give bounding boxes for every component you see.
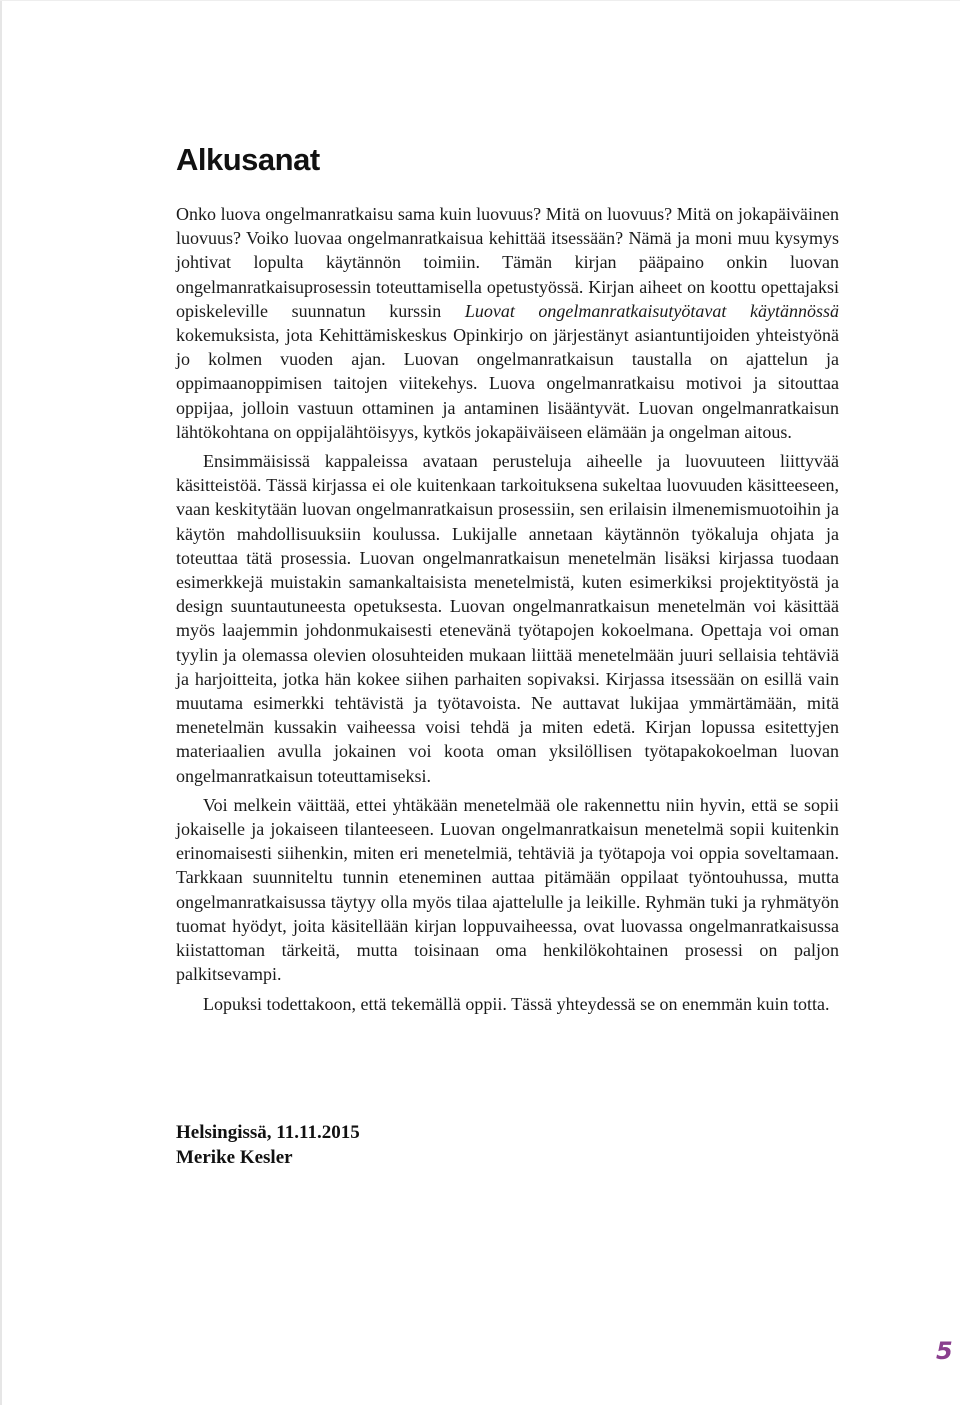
- page-top-edge: [0, 0, 960, 1]
- paragraph-1-after: kokemuksista, jota Kehittämiskeskus Opinkirjo on järjestänyt asiantuntijoiden yhteistyönä jo kolmen vuoden ajan. Luovan ongelmanratkaisun taustalla on ajattelun ja oppimaanoppimisen taitojen viitekehys. Luova ongelmanratkaisu motivoi ja sitouttaa oppijaa, jolloin vastuun ottaminen ja antaminen lisääntyvät. Luovan ongelmanratkaisun lähtökohtana on oppijalähtöisyys, kytkös jokapäiväiseen elämään ja ongelman aitous.: [176, 325, 839, 442]
- page-left-edge: [0, 0, 2, 1405]
- paragraph-3: Voi melkein väittää, ettei yhtäkään menetelmää ole rakennettu niin hyvin, että se sopii jokaiselle ja jokaiseen tilanteeseen. Luovan ongelmanratkaisun menetelmä sopii kuitenkin erinomaisesti siihenkin, miten eri menetelmiä, tehtäviä ja työtapoja voi oppia soveltamaan. Tarkkaan suunniteltu tunnin eteneminen auttaa pitämään oppilaat työntouhussa, mutta ongelmanratkaisussa täytyy olla myös tilaa ajattelulle ja leikille. Ryhmän tuki ja ryhmätyön tuomat hyödyt, joita käsitellään kirjan loppuvaiheessa, ovat luovassa ongelmanratkaisussa kiistattoman tärkeitä, mutta toisinaan oma henkilökohtainen prosessi on paljon palkitsevampi.: [176, 794, 839, 985]
- page-number: 5: [936, 1337, 953, 1365]
- paragraph-2: Ensimmäisissä kappaleissa avataan perusteluja aiheelle ja luovuuteen liittyvää käsitteistöä. Tässä kirjassa ei ole kuitenkaan tarkoituksena sukeltaa luovuuden käsitteeseen, vaan keskitytään luovan ongelmanratkaisun prosessiin, sen erilaisin ilmenemismuotoihin ja käytön mahdollisuuksiin koulussa. Lukijalle annetaan käytännön työkaluja ohjata ja toteuttaa tätä prosessia. Luovan ongelmanratkaisun menetelmän lisäksi kirjassa tuodaan esimerkkejä muistakin samankaltaisista menetelmistä, kuten esimerkiksi projektityöstä ja design suuntautuneesta opetuksesta. Luovan ongelmanratkaisun menetelmän voi käsittää myös laajemmin johdonmukaisesti etenevänä työtapojen kokoelmana. Opettaja voi oman tyylin ja olemassa olevien olosuhteiden mukaan liittää menetelmään juuri sellaisia tehtäviä ja harjoitteita, jotka hän kokee siihen parhaiten sopivaksi. Kirjassa itsessään on esillä vain muutama esimerkki tehtävistä ja työtavoista. Ne auttavat lukijaa ymmärtämään, mitä menetelmän kussakin vaiheessa voisi tehdä ja miten edetä. Kirjan lopussa esitettyjen materiaalien avulla jokainen voi koota oman yksilöllisen työtapakokoelman luovan ongelmanratkaisun toteuttamiseksi.: [176, 451, 839, 786]
- paragraph-4: Lopuksi todettakoon, että tekemällä oppii. Tässä yhteydessä se on enemmän kuin totta.: [203, 993, 830, 1014]
- signature-block: [176, 1120, 360, 1170]
- paragraph-1: [176, 202, 839, 444]
- signature-author: Merike Kesler: [176, 1147, 293, 1168]
- page-title: Alkusanat: [176, 142, 320, 177]
- paragraph-1-before: Onko luova ongelmanratkaisu sama kuin luovuus? Mitä on luovuus? Mitä on jokapäiväinen luovuus? Voiko luovaa ongelmanratkaisua kehittää itsessään? Nämä ja moni muu kysymys johtivat lopulta käytännön toimiin. Tämän kirjan pääpaino onkin luovan ongelmanratkaisuprosessin toteuttamisella opetustyössä. Kirjan aiheet on koottu opettajaksi opiskeleville suunnatun kurssin: [176, 204, 839, 321]
- signature-place-date: Helsingissä, 11.11.2015: [176, 1122, 360, 1143]
- body-text: [176, 202, 839, 1016]
- course-name-italic: Luovat ongelmanratkaisutyötavat käytännössä: [464, 300, 839, 321]
